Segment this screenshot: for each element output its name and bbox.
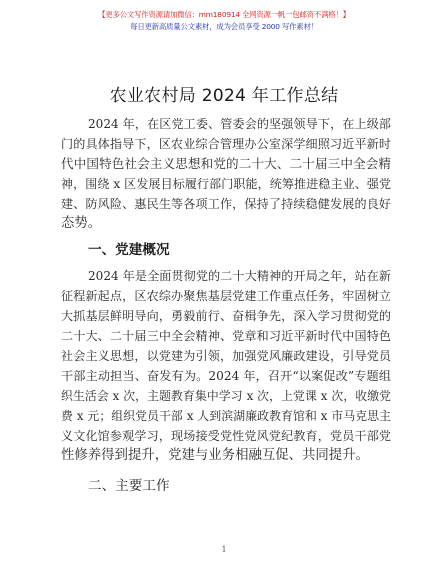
paragraph-2-line: 征程新起点，区农综办聚焦基层党建工作重点任务，牢固树立 — [61, 289, 391, 303]
paragraph-2-line: 织生活会 x 次，主题教育集中学习 x 次，上党课 x 次，收缴党 — [61, 389, 391, 403]
promo-banner-line-1: 【更多公文写作资源请加微信：mm180914 全网资源一帆一包邮资不满格！】 — [98, 10, 350, 19]
paragraph-1-line: 建、防风险、惠民生等各项工作，保持了持续稳健发展的良好 — [61, 197, 391, 211]
paragraph-1-line: 2024 年，在区党工委、管委会的坚强领导下，在上级部 — [88, 117, 391, 131]
document-title: 农业农村局 2024 年工作总结 — [109, 86, 339, 106]
page-number: 1 — [221, 545, 227, 554]
paragraph-2-line: 社会主义思想，以党建为引领，加强党风廉政建设，引导党员 — [61, 349, 391, 363]
paragraph-2-line: 义文化馆参观学习，现场接受党性党风党纪教育，党员干部党 — [61, 429, 391, 443]
paragraph-2-line: 二十大、二十届三中全会精神、党章和习近平新时代中国特色 — [61, 329, 391, 343]
paragraph-2-line: 费 x 元；组织党员干部 x 人到滨湖廉政教育馆和 x 市马克思主 — [61, 409, 391, 423]
paragraph-1-line: 神，围绕 x 区发展目标履行部门职能，统筹推进稳主业、强党 — [61, 177, 391, 191]
paragraph-2-line: 大抓基层鲜明导向，勇毅前行、奋楫争先，深入学习贯彻党的 — [61, 309, 391, 323]
paragraph-1-line: 门的具体指导下，区农业综合管理办公室深学细照习近平新时 — [61, 137, 391, 151]
paragraph-2-line: 干部主动担当、奋发有为。2024 年，召开“以案促改”专题组 — [61, 369, 391, 383]
section-heading-2: 二、主要工作 — [88, 478, 170, 494]
paragraph-2-line: 2024 年是全面贯彻党的二十大精神的开局之年，站在新 — [88, 269, 391, 283]
paragraph-1-line: 态势。 — [61, 216, 102, 231]
paragraph-1-line: 代中国特色社会主义思想和党的二十大、二十届三中全会精 — [61, 156, 391, 171]
promo-banner-line-2: 每日更新高质量公文素材，成为会员享受 2000 写作素材！ — [130, 22, 318, 31]
section-heading-1: 一、党建概况 — [88, 242, 170, 258]
paragraph-2-line: 性修养得到提升，党建与业务相融互促、共同提升。 — [61, 448, 369, 463]
